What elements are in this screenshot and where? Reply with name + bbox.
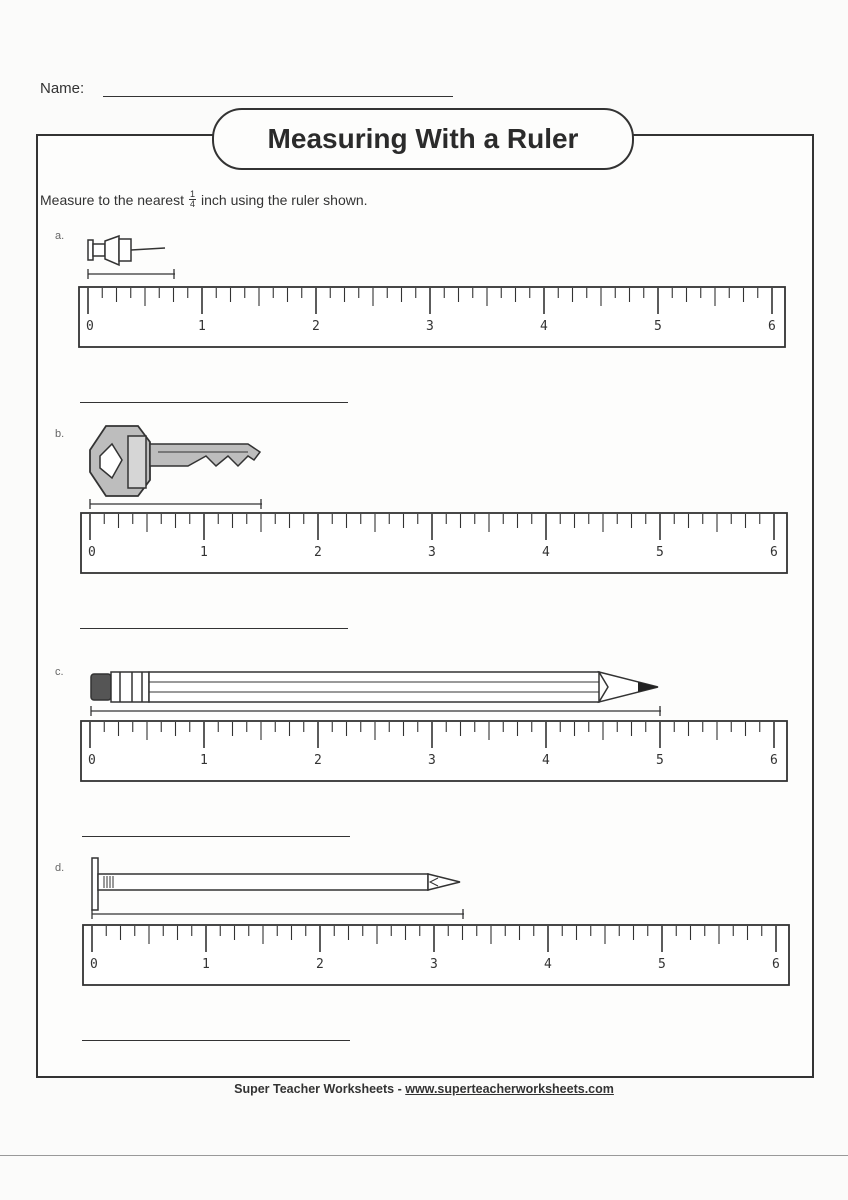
problem-c-letter: c. <box>55 666 64 678</box>
name-label: Name: <box>40 80 85 97</box>
ruler-inch-label: 5 <box>656 753 664 768</box>
quarter-fraction <box>189 190 196 209</box>
name-answer-line[interactable] <box>103 96 453 97</box>
problem-a-letter: a. <box>55 230 65 242</box>
instructions-text-after: inch using the ruler shown. <box>201 191 368 208</box>
answer-line-a[interactable] <box>80 402 348 403</box>
problem-d-letter: d. <box>55 862 65 874</box>
page-bottom-rule <box>0 1155 848 1156</box>
ruler-inch-label: 5 <box>658 957 666 972</box>
ruler-body <box>81 721 787 781</box>
instructions-text-before: Measure to the nearest <box>40 191 184 208</box>
answer-line-b[interactable] <box>80 628 348 629</box>
ruler-inch-label: 2 <box>316 957 324 972</box>
fraction-denominator: 4 <box>189 199 195 209</box>
ruler-inch-label: 1 <box>200 545 208 560</box>
ruler-inch-label: 3 <box>428 753 436 768</box>
ruler-body <box>81 513 787 573</box>
ruler-d <box>82 924 794 988</box>
instructions <box>40 190 368 209</box>
fraction-numerator: 1 <box>189 189 195 199</box>
ruler-inch-label: 2 <box>312 319 320 334</box>
pencil-icon <box>88 666 668 718</box>
ruler-inch-label: 1 <box>202 957 210 972</box>
ruler-inch-label: 6 <box>770 753 778 768</box>
page-title: Measuring With a Ruler <box>267 123 579 154</box>
thumbtack-icon <box>85 232 175 282</box>
ruler-inch-label: 5 <box>656 545 664 560</box>
ruler-inch-label: 6 <box>768 319 776 334</box>
ruler-inch-label: 1 <box>200 753 208 768</box>
ruler-inch-label: 4 <box>540 319 548 334</box>
title-banner <box>212 108 634 170</box>
ruler-inch-label: 0 <box>88 545 96 560</box>
ruler-inch-label: 3 <box>426 319 434 334</box>
ruler-body <box>79 287 785 347</box>
answer-line-c[interactable] <box>82 836 350 837</box>
ruler-body <box>83 925 789 985</box>
ruler-inch-label: 5 <box>654 319 662 334</box>
ruler-inch-label: 0 <box>88 753 96 768</box>
ruler-inch-label: 3 <box>430 957 438 972</box>
key-icon <box>88 422 266 512</box>
ruler-inch-label: 6 <box>770 545 778 560</box>
ruler-c <box>80 720 792 784</box>
ruler-inch-label: 0 <box>86 319 94 334</box>
ruler-inch-label: 4 <box>544 957 552 972</box>
footer <box>0 1082 848 1096</box>
ruler-inch-label: 6 <box>772 957 780 972</box>
footer-link[interactable]: www.superteacherworksheets.com <box>405 1082 614 1096</box>
ruler-inch-label: 4 <box>542 545 550 560</box>
problem-b-letter: b. <box>55 428 65 440</box>
ruler-inch-label: 3 <box>428 545 436 560</box>
ruler-inch-label: 0 <box>90 957 98 972</box>
ruler-inch-label: 2 <box>314 545 322 560</box>
answer-line-d[interactable] <box>82 1040 350 1041</box>
ruler-b <box>80 512 792 576</box>
nail-icon <box>88 856 468 922</box>
ruler-inch-label: 4 <box>542 753 550 768</box>
ruler-inch-label: 1 <box>198 319 206 334</box>
footer-text: Super Teacher Worksheets - <box>234 1082 406 1096</box>
ruler-a <box>78 286 790 350</box>
ruler-inch-label: 2 <box>314 753 322 768</box>
